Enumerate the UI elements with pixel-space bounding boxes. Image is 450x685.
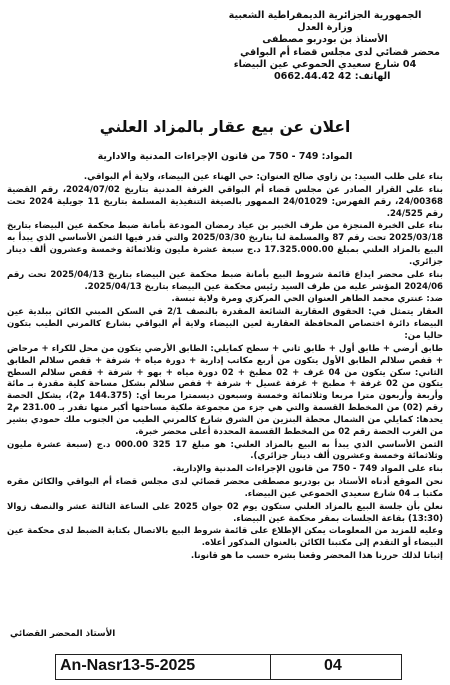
address-line: 04 شارع سعيدي الحموعي عين البيضاء [233,58,417,70]
letterhead [210,10,440,83]
office-line: محضر قضائي لدى مجلس قضاء أم البواقي [240,46,440,58]
page-number: 04 [324,657,342,674]
legal-articles: المواد: 749 - 750 من قانون الإجراءات المدنية والادارية [97,151,353,162]
ministry-line: وزارة العدل [297,22,353,34]
paragraph-articles: بناء على المواد 749 - 750 من قانون الإجراءات المدنية والإدارية. [172,464,443,475]
signer-label: الأستاذ المحضر القضائي [10,629,116,639]
paragraph-requester: بناء على طلب السيد: بن زاوي صالح العنوان: حي الهناء عين البيضاء، ولاية أم البواقي. [83,172,443,182]
paragraph-conditions: بناء على محضر ايداع قائمة شروط البيع بأمانة ضبط محكمة عين البيضاء بتاريخ 2025/04/13 تحت رقم 2024/06 المؤشر عليه من طرف السيد رئيس محكمة عين البيضاء بتاريخ 2025/04/13. [7,269,443,292]
announcement-body [7,172,443,564]
paragraph-expertise: بناء على الخبرة المنجزة من طرف الخبير بن عياد رمضان المودعة بأمانة ضبط محكمة عين البيضاء بتاريخ 2025/03/18 تحت رقم 87 والمسلمة لنا بتاريخ 2025/03/30 والتي قدر فيها الثمن الأساسي الذي يبدأ به البيع بالمزاد العلني بمبلغ 17.325.000.00 د.ج سبعة عشرة مليون وثلاثمائة وخمسة وعشرون ألف دينار جزائري. [7,221,443,267]
publication-footer [55,654,402,680]
phone-line: الهاتف: 42 0662.44.42 [274,71,391,83]
publication-date: An-Nasr13-5-2025 [60,657,196,674]
paragraph-closing: إثباتا لذلك حررنا هذا المحضر وقعنا بشره حسب ما هو قانونا. [190,551,443,562]
paragraph-defendant: ضد: عنتري محمد الطاهر العنوان الحي المركزي ومرة ولاية تبسة. [171,294,443,305]
paragraph-auction-date: نعلن بأن جلسة البيع بالمزاد العلني ستكون يوم 02 جوان 2025 على الساعة الثالثة عشر والنصف زوالا (13:30) بقاعة الجلسات بمقر محكمة عين البيضاء. [7,501,443,524]
republic-line: الجمهورية الجزائرية الديمقراطية الشعبية [228,10,422,21]
paragraph-description: طابق أرضي + طابق أول + طابق ثاني + سطح كمايلي: الطابق الأرضي يتكون من محل للكراء + مرحاض + قفص سلالم الطابق الأول يتكون من أربع مكاتب إدارية + دورة مياه + شرفة + قفص سلالم الطابق الثاني: سكن يتكون من 04 غرف + 02 مطبخ + 02 دورة مياه + بهو + شرفة + قفص سلالم السطح يتكون من 02 غرفة + مطبخ + غرفة غسيل + شرفة + قفص سلالم بشكل مساحة كلية مقدرة بـ مائة وأربعة وأربعون مترا مربعا وثلاثمائة وخمسة وسبعون ديسمترا مربعا أي: (144.375 م2)، يشكل الحصة رقم (02) من المخطط القسمة والتي هي جزء من مجموعة ملكية مساحتها أكبر منها تقدر بـ 231.00 م2 يحدها: كمايلي من الشمال محطة البنزين من الشرق شارع كالمرني الطيب من الجنوب ملك حمودي بشير من الغرب الحصة رقم 02 من المخطط القسمة المحددة أعلى محضر خبرة. [7,343,444,437]
footer-divider [270,655,271,679]
paragraph-court-decision: بناء على القرار الصادر عن مجلس قضاء أم البواقي الغرفة المدنية بتاريخ 2024/07/02، رقم القضية 24/00368، رقم الفهرس: 24/01029 الممهور بالصيغة التنفيذية المسلمة بتاريخ 11 جويلية 2024 تحت رقم 24/525. [7,184,444,219]
paragraph-bailiff: نحن الموقع أدناه الأستاذ بن بودربو مصطفى محضر قضائي لدى مجلس قضاء أم البواقي والكائن مقره مكتبا بـ 04 شارع سعيدي الحموعي عين البيضاء. [7,477,443,499]
paragraph-property: العقار يتمثل في: الحقوق العقارية الشائعة المقدرة بالنصف 2/1 في السكن المبني الكائن ببلدية عين البيضاء دائرة اختصاص المحافظة العقارية لعين البيضاء ولاية أم البواقي بشارع كالمرني الطيب بتكون حاليا من: [7,307,444,341]
paragraph-info: وعليه للمزيد من المعلومات يمكن الإطلاع على قائمة شروط البيع بالاتصال بكتابة الضبط لدى محكمة عين البيضاء أو التقدم إلى مكتبنا الكائن بالعنوان المذكور أعلاه. [7,526,443,549]
lawyer-name: الأستاذ بن بودربو مصطفى [262,34,388,46]
page-title: اعلان عن بيع عقار بالمزاد العلني [99,118,351,136]
paragraph-base-price: الثمن الأساسي الذي يبدأ به البيع بالمزاد العلني: هو مبلغ 17 325 000.00 د.ج (سبعة عشرة مليون وثلاثمائة وخمسة وعشرون ألف دينار جزائري). [7,439,443,462]
